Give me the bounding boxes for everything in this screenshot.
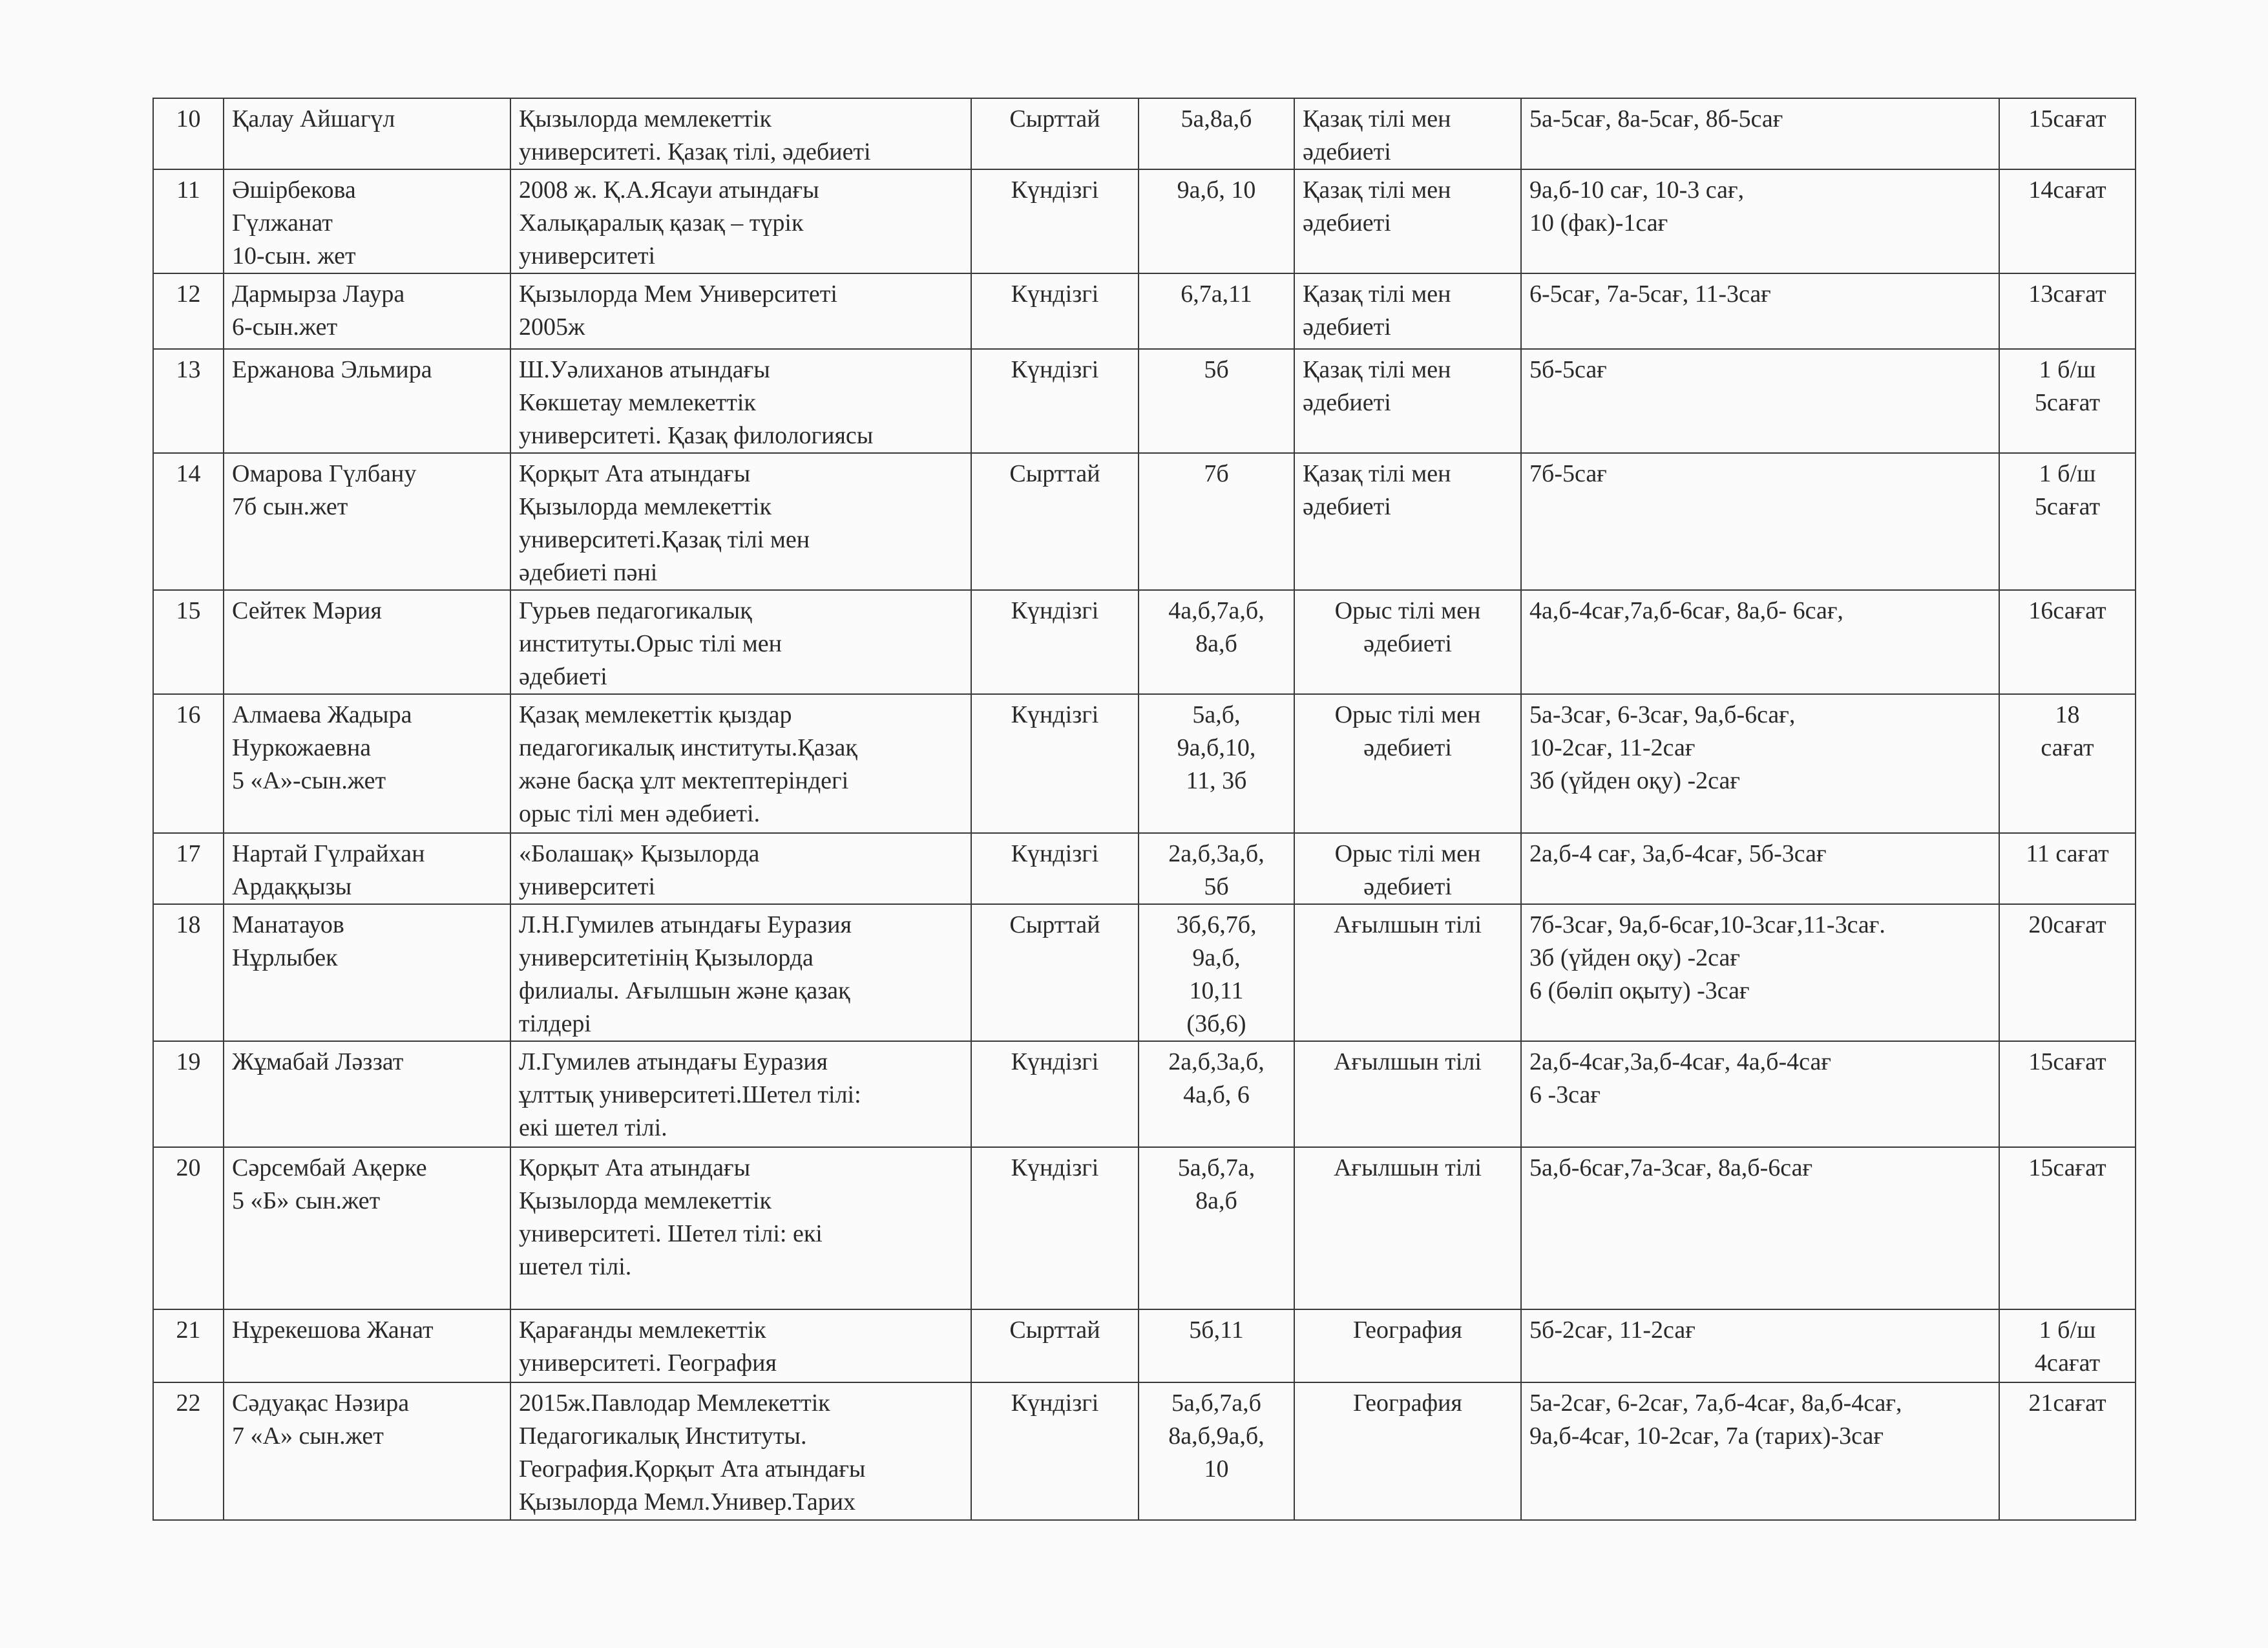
assigned-classes-cell: 5б	[1139, 349, 1294, 453]
study-form-cell: Күндізгі	[971, 169, 1139, 273]
education-info-cell: Л.Н.Гумилев атындағы Еуразия университетінің Қызылорда филиалы. Ағылшын және қазақ тілдері	[510, 904, 971, 1041]
subject-cell: Орыс тілі мен әдебиеті	[1294, 833, 1521, 904]
education-info-cell: Қорқыт Ата атындағы Қызылорда мемлекеттік университеті.Қазақ тілі мен әдебиеті пәні	[510, 453, 971, 590]
hours-breakdown-cell: 5а-2сағ, 6-2сағ, 7а,б-4сағ, 8а,б-4сағ, 9а,б-4сағ, 10-2сағ, 7а (тарих)-3сағ	[1521, 1382, 1999, 1520]
table-row	[153, 694, 2136, 833]
teacher-name-cell: Жұмабай Ләззат	[224, 1041, 510, 1147]
teacher-name-cell: Ержанова Эльмира	[224, 349, 510, 453]
subject-cell: Ағылшын тілі	[1294, 1147, 1521, 1309]
hours-breakdown-cell: 5а-3сағ, 6-3сағ, 9а,б-6сағ, 10-2сағ, 11-2сағ 3б (үйден оқу) -2сағ	[1521, 694, 1999, 833]
study-form-cell: Күндізгі	[971, 349, 1139, 453]
hours-breakdown-cell: 5б-2сағ, 11-2сағ	[1521, 1309, 1999, 1382]
hours-breakdown-cell: 6-5сағ, 7а-5сағ, 11-3сағ	[1521, 273, 1999, 349]
total-hours-cell: 1 б/ш 4сағат	[1999, 1309, 2136, 1382]
row-number-cell: 12	[153, 273, 224, 349]
teacher-name-cell: Алмаева Жадыра Нуркожаевна 5 «А»-сын.жет	[224, 694, 510, 833]
education-info-cell: Қазақ мемлекеттік қыздар педагогикалық институты.Қазақ және басқа ұлт мектептеріндегі орыс тілі мен әдебиеті.	[510, 694, 971, 833]
study-form-cell: Күндізгі	[971, 1147, 1139, 1309]
assigned-classes-cell: 5а,б,7а, 8а,б	[1139, 1147, 1294, 1309]
study-form-cell: Күндізгі	[971, 1041, 1139, 1147]
total-hours-cell: 11 сағат	[1999, 833, 2136, 904]
table-row	[153, 1147, 2136, 1309]
education-info-cell: «Болашақ» Қызылорда университеті	[510, 833, 971, 904]
total-hours-cell: 13сағат	[1999, 273, 2136, 349]
hours-breakdown-cell: 9а,б-10 сағ, 10-3 сағ, 10 (фак)-1сағ	[1521, 169, 1999, 273]
study-form-cell: Күндізгі	[971, 1382, 1139, 1520]
table-row	[153, 453, 2136, 590]
study-form-cell: Сырттай	[971, 1309, 1139, 1382]
total-hours-cell: 18 сағат	[1999, 694, 2136, 833]
hours-breakdown-cell: 2а,б-4сағ,3а,б-4сағ, 4а,б-4сағ 6 -3сағ	[1521, 1041, 1999, 1147]
row-number-cell: 13	[153, 349, 224, 453]
study-form-cell: Сырттай	[971, 904, 1139, 1041]
study-form-cell: Күндізгі	[971, 590, 1139, 694]
table-row	[153, 1309, 2136, 1382]
table-row	[153, 904, 2136, 1041]
row-number-cell: 18	[153, 904, 224, 1041]
subject-cell: Қазақ тілі мен әдебиеті	[1294, 98, 1521, 169]
total-hours-cell: 1 б/ш 5сағат	[1999, 453, 2136, 590]
teacher-name-cell: Нұрекешова Жанат	[224, 1309, 510, 1382]
row-number-cell: 20	[153, 1147, 224, 1309]
teacher-workload-table	[152, 98, 2136, 1521]
teacher-name-cell: Нартай Гүлрайхан Ардаққызы	[224, 833, 510, 904]
row-number-cell: 19	[153, 1041, 224, 1147]
table-row	[153, 833, 2136, 904]
hours-breakdown-cell: 7б-3сағ, 9а,б-6сағ,10-3сағ,11-3сағ. 3б (үйден оқу) -2сағ 6 (бөліп оқыту) -3сағ	[1521, 904, 1999, 1041]
education-info-cell: Л.Гумилев атындағы Еуразия ұлттық университеті.Шетел тілі: екі шетел тілі.	[510, 1041, 971, 1147]
hours-breakdown-cell: 4а,б-4сағ,7а,б-6сағ, 8а,б- 6сағ,	[1521, 590, 1999, 694]
table-row	[153, 1041, 2136, 1147]
row-number-cell: 15	[153, 590, 224, 694]
education-info-cell: Гурьев педагогикалық институты.Орыс тілі мен әдебиеті	[510, 590, 971, 694]
table-row	[153, 169, 2136, 273]
teacher-name-cell: Сейтек Мәрия	[224, 590, 510, 694]
teacher-name-cell: Манатауов Нұрлыбек	[224, 904, 510, 1041]
education-info-cell: 2015ж.Павлодар Мемлекеттік Педагогикалық Институты. География.Қорқыт Ата атындағы Қызылорда Мемл.Универ.Тарих	[510, 1382, 971, 1520]
hours-breakdown-cell: 5б-5сағ	[1521, 349, 1999, 453]
assigned-classes-cell: 2а,б,3а,б, 5б	[1139, 833, 1294, 904]
subject-cell: Қазақ тілі мен әдебиеті	[1294, 349, 1521, 453]
study-form-cell: Күндізгі	[971, 694, 1139, 833]
total-hours-cell: 20сағат	[1999, 904, 2136, 1041]
hours-breakdown-cell: 2а,б-4 сағ, 3а,б-4сағ, 5б-3сағ	[1521, 833, 1999, 904]
table-row	[153, 590, 2136, 694]
assigned-classes-cell: 2а,б,3а,б, 4а,б, 6	[1139, 1041, 1294, 1147]
teacher-name-cell: Әшірбекова Гүлжанат 10-сын. жет	[224, 169, 510, 273]
subject-cell: География	[1294, 1309, 1521, 1382]
education-info-cell: Қызылорда Мем Университеті 2005ж	[510, 273, 971, 349]
row-number-cell: 10	[153, 98, 224, 169]
assigned-classes-cell: 5а,б, 9а,б,10, 11, 3б	[1139, 694, 1294, 833]
teacher-name-cell: Дармырза Лаура 6-сын.жет	[224, 273, 510, 349]
row-number-cell: 17	[153, 833, 224, 904]
assigned-classes-cell: 6,7а,11	[1139, 273, 1294, 349]
hours-breakdown-cell: 5а-5сағ, 8а-5сағ, 8б-5сағ	[1521, 98, 1999, 169]
subject-cell: Ағылшын тілі	[1294, 904, 1521, 1041]
assigned-classes-cell: 4а,б,7а,б, 8а,б	[1139, 590, 1294, 694]
hours-breakdown-cell: 5а,б-6сағ,7а-3сағ, 8а,б-6сағ	[1521, 1147, 1999, 1309]
education-info-cell: Ш.Уәлиханов атындағы Көкшетау мемлекеттік университеті. Қазақ филологиясы	[510, 349, 971, 453]
assigned-classes-cell: 5а,б,7а,б 8а,б,9а,б, 10	[1139, 1382, 1294, 1520]
total-hours-cell: 16сағат	[1999, 590, 2136, 694]
total-hours-cell: 15сағат	[1999, 1147, 2136, 1309]
study-form-cell: Сырттай	[971, 453, 1139, 590]
total-hours-cell: 1 б/ш 5сағат	[1999, 349, 2136, 453]
table-row	[153, 349, 2136, 453]
education-info-cell: Қарағанды мемлекеттік университеті. География	[510, 1309, 971, 1382]
total-hours-cell: 15сағат	[1999, 1041, 2136, 1147]
teacher-name-cell: Омарова Гүлбану 7б сын.жет	[224, 453, 510, 590]
teacher-name-cell: Сәрсембай Ақерке 5 «Б» сын.жет	[224, 1147, 510, 1309]
row-number-cell: 21	[153, 1309, 224, 1382]
education-info-cell: Қызылорда мемлекеттік университеті. Қазақ тілі, әдебиеті	[510, 98, 971, 169]
subject-cell: Орыс тілі мен әдебиеті	[1294, 694, 1521, 833]
teacher-name-cell: Қалау Айшагүл	[224, 98, 510, 169]
total-hours-cell: 21сағат	[1999, 1382, 2136, 1520]
table-row	[153, 98, 2136, 169]
subject-cell: Ағылшын тілі	[1294, 1041, 1521, 1147]
subject-cell: Қазақ тілі мен әдебиеті	[1294, 453, 1521, 590]
row-number-cell: 16	[153, 694, 224, 833]
subject-cell: География	[1294, 1382, 1521, 1520]
study-form-cell: Сырттай	[971, 98, 1139, 169]
assigned-classes-cell: 5б,11	[1139, 1309, 1294, 1382]
subject-cell: Қазақ тілі мен әдебиеті	[1294, 273, 1521, 349]
assigned-classes-cell: 7б	[1139, 453, 1294, 590]
table-row	[153, 1382, 2136, 1520]
total-hours-cell: 14сағат	[1999, 169, 2136, 273]
hours-breakdown-cell: 7б-5сағ	[1521, 453, 1999, 590]
education-info-cell: 2008 ж. Қ.А.Ясауи атындағы Халықаралық қазақ – түрік университеті	[510, 169, 971, 273]
table-row	[153, 273, 2136, 349]
row-number-cell: 22	[153, 1382, 224, 1520]
assigned-classes-cell: 5а,8а,б	[1139, 98, 1294, 169]
row-number-cell: 11	[153, 169, 224, 273]
row-number-cell: 14	[153, 453, 224, 590]
subject-cell: Қазақ тілі мен әдебиеті	[1294, 169, 1521, 273]
assigned-classes-cell: 9а,б, 10	[1139, 169, 1294, 273]
assigned-classes-cell: 3б,6,7б, 9а,б, 10,11 (3б,6)	[1139, 904, 1294, 1041]
study-form-cell: Күндізгі	[971, 273, 1139, 349]
table-body	[153, 98, 2136, 1520]
study-form-cell: Күндізгі	[971, 833, 1139, 904]
teacher-name-cell: Сәдуақас Нәзира 7 «А» сын.жет	[224, 1382, 510, 1520]
total-hours-cell: 15сағат	[1999, 98, 2136, 169]
education-info-cell: Қорқыт Ата атындағы Қызылорда мемлекеттік университеті. Шетел тілі: екі шетел тілі.	[510, 1147, 971, 1309]
subject-cell: Орыс тілі мен әдебиеті	[1294, 590, 1521, 694]
